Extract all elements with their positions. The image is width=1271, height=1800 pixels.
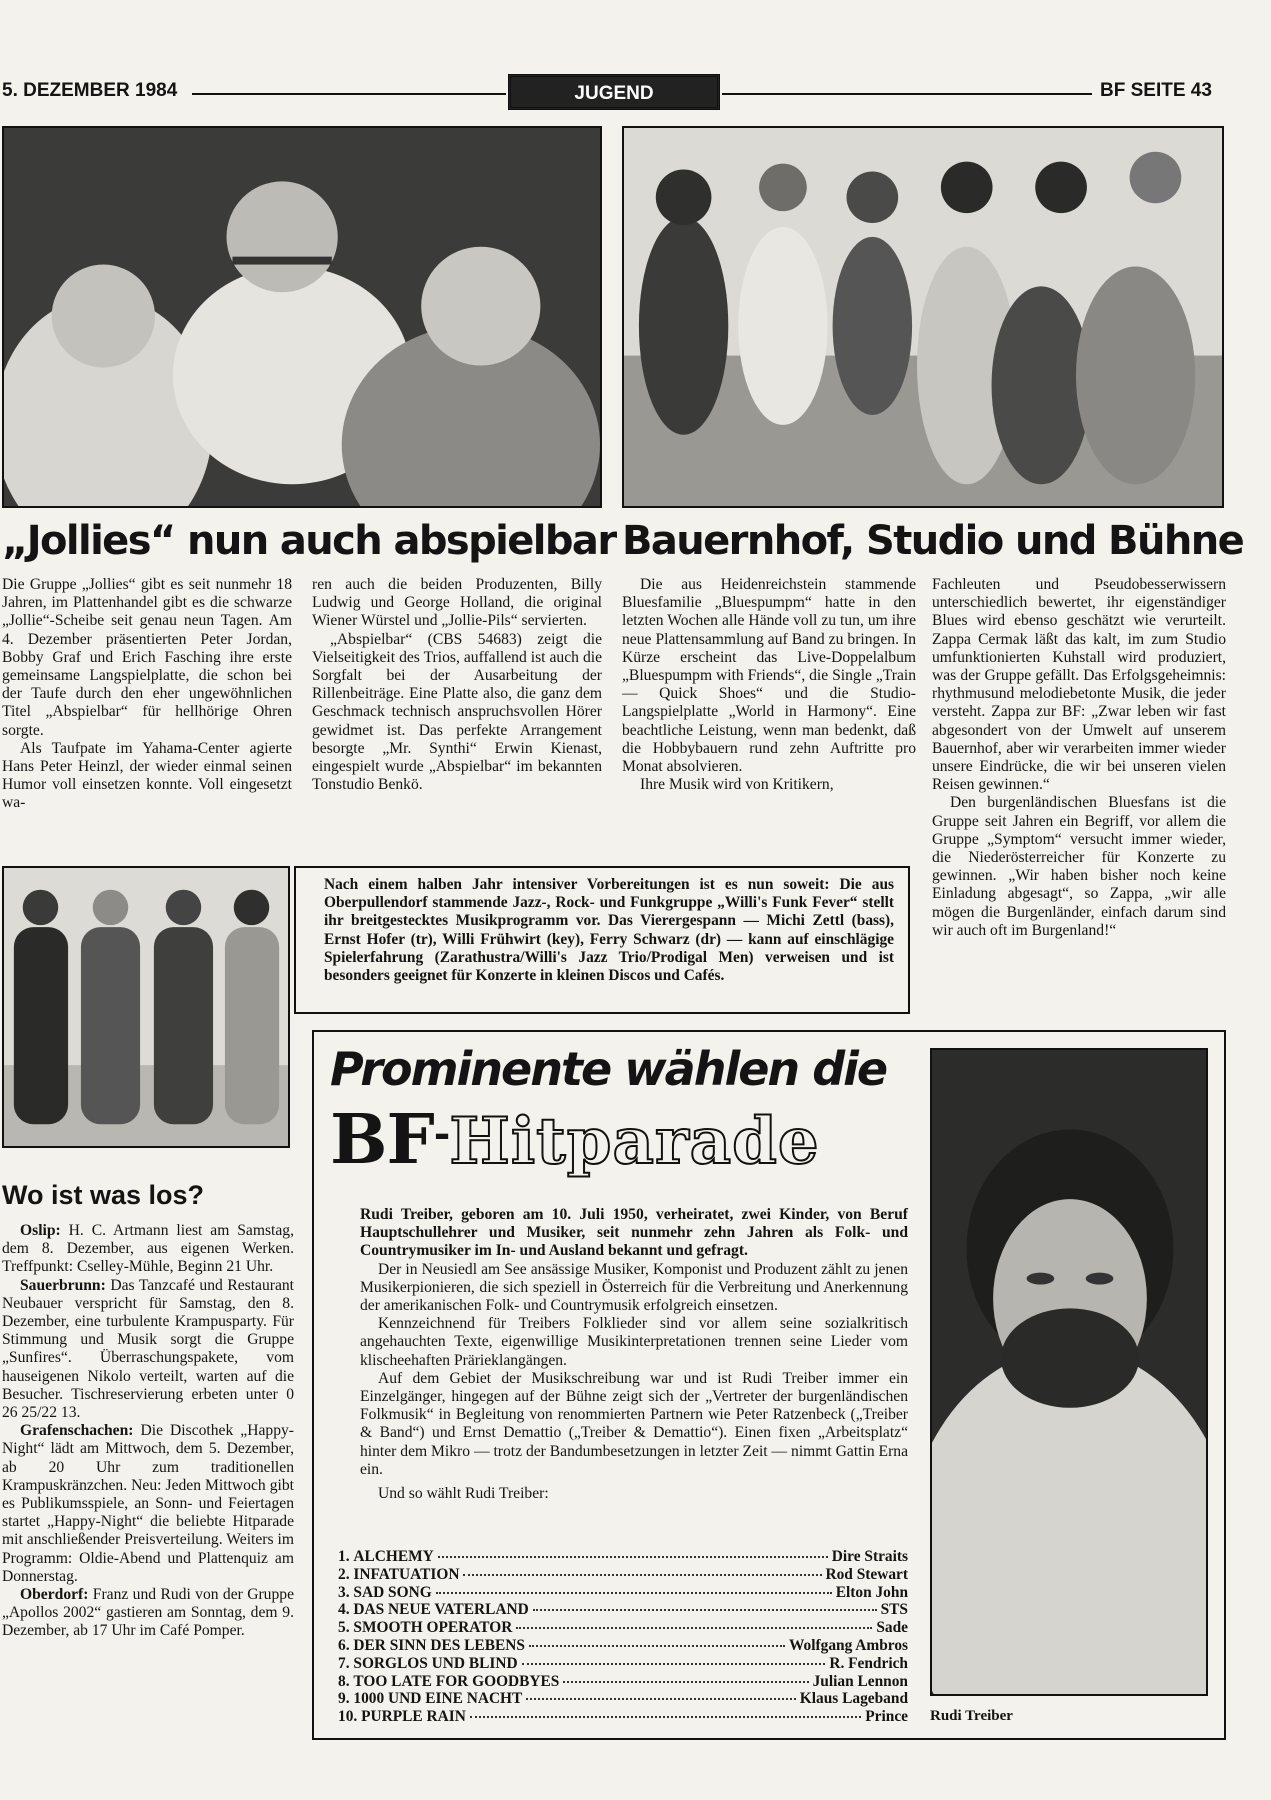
event-place: Oslip: — [20, 1222, 61, 1239]
photo-caption: Rudi Treiber — [930, 1708, 1013, 1724]
jollies-photo — [2, 126, 602, 508]
hit-row — [338, 1566, 908, 1584]
event-item — [2, 1222, 294, 1277]
hitparade-paragraph-1: Der in Neusiedl am See ansässige Musiker, Komponist und Produzent zählt zu jenen Musikerpionieren, die sich speziell in Österreich für die Verbreitung und Anerkennung der amerikanischen Folk- und Countrymusik erfolgreich einsetzen. — [360, 1260, 908, 1315]
hit-artist: Prince — [865, 1708, 908, 1726]
event-text: Das Tanzcafé und Restaurant Neubauer verspricht für Samstag, den 8. Dezember, eine turbulente Krampusparty. Für Stimmung und Musik sorgt die Gruppe „Sunfires“. Überraschungspakete, vom hauseigenen Nikolo verteilt, warten auf die Besucher. Tischreservierung erbeten unter 0 26 25/22 13. — [2, 1276, 294, 1422]
bauernhof-column-2 — [932, 576, 1226, 940]
hit-row — [338, 1637, 908, 1655]
headline-bauernhof: Bauernhof, Studio und Bühne — [622, 518, 1244, 564]
hit-artist: STS — [880, 1601, 908, 1619]
hit-song: INFATUATION — [353, 1565, 460, 1583]
hit-row — [338, 1655, 908, 1673]
masthead-rule-right — [722, 93, 1092, 95]
hit-rank: 2. — [338, 1565, 350, 1583]
hit-rank: 3. — [338, 1583, 350, 1601]
hit-artist: Dire Straits — [831, 1548, 908, 1565]
hitparade-paragraph-2: Kennzeichnend für Treibers Folklieder sind vor allem seine sozialkritisch angehauchten Texte, eigenwillige Musikinterpretationen trennen seine Lieder vom klischeehaften Prärieklangängen. — [360, 1315, 908, 1369]
hit-song: 1000 UND EINE NACHT — [353, 1690, 523, 1708]
hit-row — [338, 1708, 908, 1726]
hit-song: PURPLE RAIN — [361, 1708, 466, 1726]
headline-jollies: „Jollies“ nun auch abspielbar — [2, 518, 616, 564]
hitparade-intro: Rudi Treiber, geboren am 10. Juli 1950, verheiratet, zwei Kinder, von Beruf Hauptschullehrer und Musiker, seit nunmehr zehn Jahren als Folk- und Countrymusiker im In- und Ausland bekannt und gefragt. — [360, 1206, 908, 1260]
hit-song: SORGLOS UND BLIND — [353, 1654, 518, 1672]
event-item — [2, 1422, 294, 1586]
hit-rank: 7. — [338, 1654, 350, 1672]
jollies-paragraph-3: ren auch die beiden Produzenten, Billy Ludwig und George Holland, die original Wiener Würstel und „Jollie-Pils“ servierten. — [312, 576, 602, 630]
bluespumpm-photo — [622, 126, 1224, 508]
hitparade-paragraph-4: Und so wählt Rudi Treiber: — [378, 1485, 549, 1503]
hit-artist: Wolfgang Ambros — [788, 1636, 908, 1654]
bauernhof-paragraph-1: Die aus Heidenreichstein stammende Bluesfamilie „Bluespumpm“ hatte in den letzten Wochen alle Hände voll zu tun, um ihre neue Plattensammlung auf Band zu bringen. In Kürze erscheint das Live-Doppelalbum „Bluespumpm with Friends“, die Single „Train — Quick Shoes“ und die Studio-Langspielplatte „World in Harmony“. Eine beachtliche Leistung, wenn man bedenkt, daß die Hobbybauern rund zehn Auftritte pro Monat absolvieren. — [622, 576, 916, 776]
hit-artist: Julian Lennon — [812, 1672, 908, 1690]
hit-rank: 6. — [338, 1636, 350, 1654]
bauernhof-paragraph-2: Ihre Musik wird von Kritikern, — [640, 776, 834, 794]
jollies-paragraph-2: Als Taufpate im Yahama-Center agierte Hans Peter Heinzl, der wieder einmal seinen Humor voll einsetzen konnte. Voll eingesetzt wa- — [2, 739, 292, 812]
hit-rank: 4. — [338, 1601, 350, 1619]
event-place: Oberdorf: — [20, 1586, 89, 1604]
hit-artist: R. Fendrich — [829, 1654, 908, 1672]
hit-row — [338, 1601, 908, 1619]
hit-row — [338, 1548, 908, 1566]
events-title: Wo ist was los? — [2, 1180, 205, 1210]
funk-fever-photo — [2, 866, 290, 1148]
jollies-column-2 — [312, 576, 602, 794]
jollies-paragraph-4: „Abspielbar“ (CBS 54683) zeigt die Vielseitigkeit des Trios, auffallend ist auch die Sorgfalt bei der Ausarbeitung der Rillenbeiträge. Eine Platte also, die ganz dem Geschmack technisch anspruchsvollen Hörer gewidmet ist. Das perfekte Arrangement besorgte „Mr. Synthi“ Erwin Kienast, eingespielt wurde „Abspielbar“ im bekannten Tonstudio Benkö. — [312, 630, 602, 794]
bf-logo-text: BF — [330, 1100, 434, 1180]
event-place: Grafenschachen: — [20, 1422, 134, 1440]
hitparade-list — [338, 1548, 908, 1726]
hit-song: DAS NEUE VATERLAND — [353, 1601, 529, 1619]
page-number: BF SEITE 43 — [1100, 80, 1212, 101]
event-item — [2, 1586, 294, 1641]
rudi-treiber-photo — [930, 1048, 1208, 1696]
hit-row — [338, 1673, 908, 1691]
hit-rank: 5. — [338, 1619, 350, 1637]
masthead-rule-left — [192, 93, 506, 95]
hit-artist: Sade — [876, 1619, 908, 1637]
event-item — [2, 1277, 294, 1423]
event-place: Sauerbrunn: — [20, 1276, 106, 1294]
hit-song: TOO LATE FOR GOODBYES — [353, 1672, 560, 1690]
hit-row — [338, 1619, 908, 1637]
hit-song: DER SINN DES LEBENS — [353, 1636, 525, 1654]
hit-song: ALCHEMY — [353, 1548, 434, 1565]
event-text: Die Discothek „Happy-Night“ lädt am Mittwoch, dem 5. Dezember, ab 20 Uhr zum traditionellen Krampuskränzchen. Neu: Jeden Mittwoch gibt es Publikumsspiele, an Sonn- und Feiertagen startet „Happy-Night“ die beliebte Hitparade mit anschließender Preisverteilung. Weiters im Programm: Oldie-Abend und Plattenquiz am Donnerstag. — [2, 1422, 294, 1585]
logo-dash: - — [433, 1110, 450, 1157]
hit-artist: Klaus Lageband — [799, 1690, 908, 1708]
bauernhof-column-1 — [622, 576, 916, 794]
hitparade-title: Prominente wählen die — [330, 1042, 887, 1096]
hit-song: SAD SONG — [353, 1583, 432, 1601]
bauernhof-paragraph-3: Fachleuten und Pseudobesserwissern unterschiedlich bewertet, ihr eigenständiger Blues wird ebenso geschätzt wie verurteilt. Zappa Cermak läßt das kalt, im zum Studio umfunktionierten Kuhstall wird produziert, was der Gruppe gefällt. Das Erfolgsgeheimnis: rhythmusund melodiebetonte Musik, die jeder versteht. Zappa zur BF: „Zwar leben wir fast abgesondert von der Umwelt auf unserem Bauernhof, aber wir verarbeiten immer wieder unsere Eindrücke, die wir bei unseren vielen Reisen gewinnen.“ — [932, 576, 1226, 794]
jollies-paragraph-1: Die Gruppe „Jollies“ gibt es seit nunmehr 18 Jahren, im Plattenhandel gibt es die schwarze „Jollie“-Scheibe seit genau neun Tagen. Am 4. Dezember präsentierten Peter Jordan, Bobby Graf und Erich Fasching ihre erste gemeinsame Langspielplatte, die schon bei der Taufe durch den eher ungewöhnlichen Titel „Abspielbar“ für hellhörige Ohren sorgte. — [2, 576, 292, 739]
hit-artist: Rod Stewart — [825, 1565, 908, 1583]
hit-rank: 9. — [338, 1690, 350, 1708]
hit-rank: 8. — [338, 1672, 350, 1690]
section-label: JUGEND — [508, 74, 720, 110]
hitparade-logo-text: Hitparade — [449, 1104, 820, 1179]
hit-artist: Elton John — [835, 1583, 908, 1601]
issue-date: 5. DEZEMBER 1984 — [2, 80, 178, 101]
hit-rank: 10. — [338, 1708, 358, 1726]
hitparade-paragraph-3: Auf dem Gebiet der Musikschreibung war und ist Rudi Treiber immer ein Einzelgänger, hingegen auf der Bühne zeigt sich der „Vertreter der burgenländischen Folkmusik“ in Begleitung von renommierten Partnern wie Peter Ratzenbeck („Treiber & Band“) und Ernst Demattio („Treiber & Demattio“). Einen fixen „Arbeitsplatz“ hinter dem Mikro — trotz der Bandumbesetzungen in letzter Zeit — nimmt Gattin Erna ein. — [360, 1369, 908, 1478]
hitparade-text — [360, 1206, 908, 1503]
events-list — [2, 1222, 294, 1641]
hit-row — [338, 1584, 908, 1602]
event-text: H. C. Artmann liest am Samstag, dem 8. Dezember, aus eigenen Werken. Treffpunkt: Cselley-Mühle, Beginn 21 Uhr. — [2, 1222, 294, 1276]
hit-song: SMOOTH OPERATOR — [353, 1619, 513, 1637]
hitparade-logo — [330, 1100, 820, 1180]
jollies-column-1 — [2, 576, 292, 813]
hit-rank: 1. — [338, 1548, 350, 1565]
funk-fever-box: Nach einem halben Jahr intensiver Vorbereitungen ist es nun soweit: Die aus Oberpullendorf stammende Jazz-, Rock- und Funkgruppe „Willi's Funk Fever“ stellt ihr breitgestecktes Musikprogramm vor. Das Vierergespann — Michi Zettl (bass), Ernst Hofer (tr), Willi Frühwirt (key), Ferry Schwarz (dr) — kann auf einschlägige Spielerfahrung (Zarathustra/Willi's Jazz Trio/Prodigal Men) verweisen und ist besonders geeignet für Konzerte in kleinen Discos und Cafés. — [294, 866, 910, 1014]
bauernhof-paragraph-4: Den burgenländischen Bluesfans ist die Gruppe seit Jahren ein Begriff, vor allem die Gruppe „Symptom“ versucht immer wieder, die Niederösterreicher für Konzerte zu gewinnen. „Wir haben bisher noch keine Einladung abgesagt“, so Zappa, „wir alle mögen die Burgenländer, einfach darum sind wir auch oft im Burgenland!“ — [932, 794, 1226, 939]
event-text: Franz und Rudi von der Gruppe „Apollos 2002“ gastieren am Sonntag, dem 9. Dezember, ab 17 Uhr im Café Pomper. — [2, 1586, 294, 1640]
hit-row — [338, 1690, 908, 1708]
